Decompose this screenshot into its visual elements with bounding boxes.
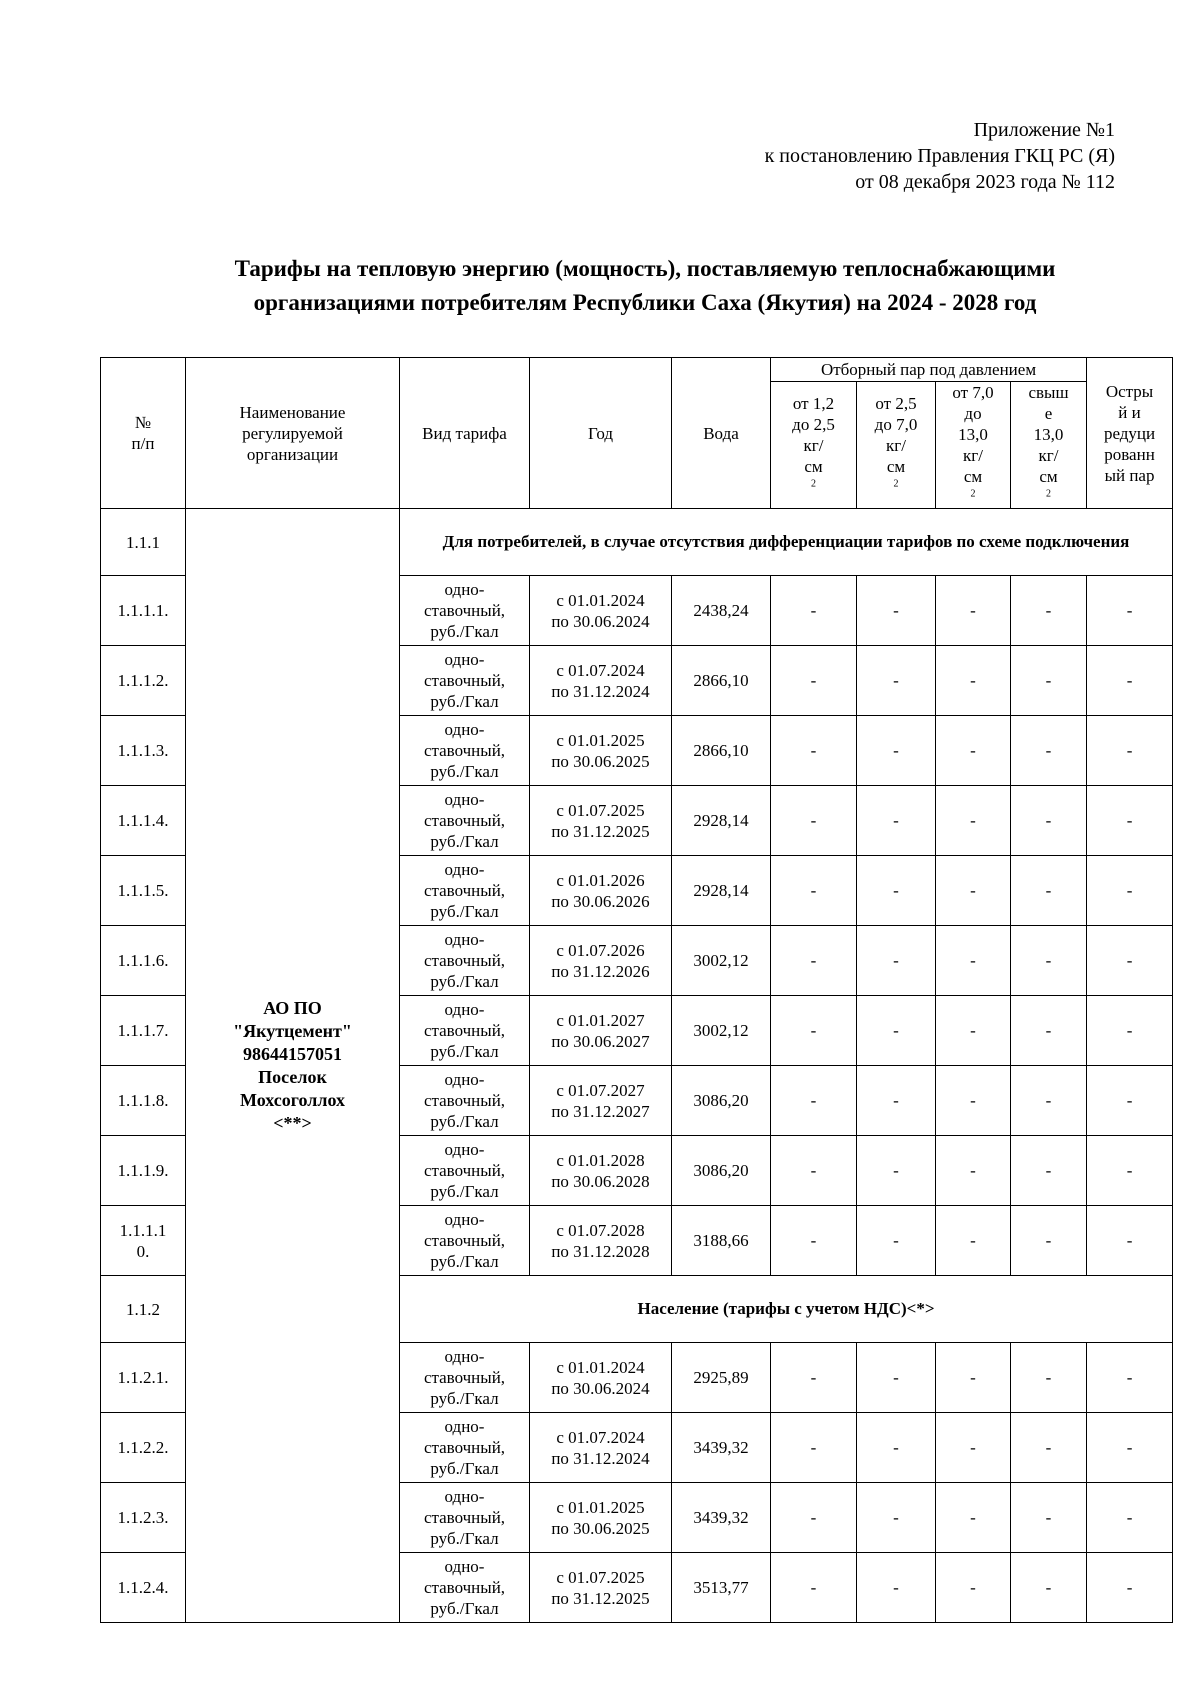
empty-value: -: [1011, 1206, 1087, 1276]
empty-value: -: [1087, 646, 1173, 716]
water-value: 3002,12: [672, 996, 771, 1066]
tariff-type-cell: одно- ставочный, руб./Гкал: [400, 786, 530, 856]
empty-value: -: [1011, 576, 1087, 646]
empty-value: -: [771, 786, 857, 856]
period-cell: с 01.01.2025 по 30.06.2025: [530, 716, 672, 786]
empty-value: -: [857, 1066, 936, 1136]
tariff-type-cell: одно- ставочный, руб./Гкал: [400, 1343, 530, 1413]
period-cell: с 01.01.2028 по 30.06.2028: [530, 1136, 672, 1206]
empty-value: -: [857, 1553, 936, 1623]
empty-value: -: [771, 646, 857, 716]
empty-value: -: [936, 926, 1011, 996]
water-value: 2438,24: [672, 576, 771, 646]
period-cell: с 01.01.2026 по 30.06.2026: [530, 856, 672, 926]
organization-cell: АО ПО "Якутцемент" 98644157051 Поселок Мохсоголлох <**>: [186, 509, 400, 1623]
empty-value: -: [936, 1206, 1011, 1276]
title-line: организациями потребителям Республики Саха (Якутия) на 2024 - 2028 год: [253, 290, 1037, 315]
period-cell: с 01.01.2027 по 30.06.2027: [530, 996, 672, 1066]
empty-value: -: [771, 1136, 857, 1206]
empty-value: -: [1011, 856, 1087, 926]
empty-value: -: [1011, 1413, 1087, 1483]
empty-value: -: [857, 576, 936, 646]
period-cell: с 01.07.2027 по 31.12.2027: [530, 1066, 672, 1136]
header-tariff-type: Вид тарифа: [400, 358, 530, 509]
header-water: Вода: [672, 358, 771, 509]
empty-value: -: [936, 786, 1011, 856]
tariff-type-cell: одно- ставочный, руб./Гкал: [400, 1553, 530, 1623]
empty-value: -: [771, 926, 857, 996]
empty-value: -: [1087, 926, 1173, 996]
title-line: Тарифы на тепловую энергию (мощность), поставляемую теплоснабжающими: [234, 256, 1056, 281]
water-value: 2928,14: [672, 856, 771, 926]
empty-value: -: [857, 646, 936, 716]
empty-value: -: [857, 1343, 936, 1413]
empty-value: -: [936, 716, 1011, 786]
empty-value: -: [771, 1206, 857, 1276]
empty-value: -: [771, 1066, 857, 1136]
appendix-line: к постановлению Правления ГКЦ РС (Я): [764, 145, 1115, 167]
tariff-type-cell: одно- ставочный, руб./Гкал: [400, 926, 530, 996]
header-pressure-2: от 2,5 до 7,0 кг/ см $^2$: [857, 382, 936, 509]
empty-value: -: [771, 1483, 857, 1553]
empty-value: -: [771, 1413, 857, 1483]
appendix-line: от 08 декабря 2023 года № 112: [855, 171, 1115, 193]
empty-value: -: [1011, 926, 1087, 996]
water-value: 3188,66: [672, 1206, 771, 1276]
empty-value: -: [1087, 716, 1173, 786]
empty-value: -: [1087, 1483, 1173, 1553]
empty-value: -: [1011, 1483, 1087, 1553]
section-number: 1.1.1: [101, 509, 186, 576]
row-number: 1.1.1.7.: [101, 996, 186, 1066]
water-value: 3513,77: [672, 1553, 771, 1623]
period-cell: с 01.01.2024 по 30.06.2024: [530, 1343, 672, 1413]
header-pressure-4: свыш е 13,0 кг/ см $^2$: [1011, 382, 1087, 509]
tariff-type-cell: одно- ставочный, руб./Гкал: [400, 996, 530, 1066]
empty-value: -: [936, 1343, 1011, 1413]
empty-value: -: [1087, 1206, 1173, 1276]
empty-value: -: [1011, 646, 1087, 716]
empty-value: -: [857, 926, 936, 996]
empty-value: -: [857, 996, 936, 1066]
row-number: 1.1.1.2.: [101, 646, 186, 716]
row-number: 1.1.1.4.: [101, 786, 186, 856]
row-number: 1.1.1.1 0.: [101, 1206, 186, 1276]
empty-value: -: [857, 1136, 936, 1206]
empty-value: -: [1087, 576, 1173, 646]
empty-value: -: [936, 1553, 1011, 1623]
empty-value: -: [1011, 1066, 1087, 1136]
period-cell: с 01.01.2024 по 30.06.2024: [530, 576, 672, 646]
period-cell: с 01.07.2024 по 31.12.2024: [530, 646, 672, 716]
tariff-type-cell: одно- ставочный, руб./Гкал: [400, 1066, 530, 1136]
row-number: 1.1.1.3.: [101, 716, 186, 786]
header-year: Год: [530, 358, 672, 509]
empty-value: -: [1087, 1066, 1173, 1136]
empty-value: -: [771, 996, 857, 1066]
tariff-type-cell: одно- ставочный, руб./Гкал: [400, 1136, 530, 1206]
header-steam-group: Отборный пар под давлением: [771, 358, 1087, 382]
appendix-line: Приложение №1: [973, 119, 1115, 141]
row-number: 1.1.2.1.: [101, 1343, 186, 1413]
empty-value: -: [936, 1066, 1011, 1136]
empty-value: -: [1087, 1553, 1173, 1623]
header-row: [101, 358, 1173, 382]
period-cell: с 01.07.2026 по 31.12.2026: [530, 926, 672, 996]
row-number: 1.1.1.8.: [101, 1066, 186, 1136]
empty-value: -: [1011, 716, 1087, 786]
tariff-type-cell: одно- ставочный, руб./Гкал: [400, 1206, 530, 1276]
empty-value: -: [771, 716, 857, 786]
row-number: 1.1.2.3.: [101, 1483, 186, 1553]
empty-value: -: [857, 1483, 936, 1553]
row-number: 1.1.2.2.: [101, 1413, 186, 1483]
tariff-type-cell: одно- ставочный, руб./Гкал: [400, 646, 530, 716]
section-number: 1.1.2: [101, 1276, 186, 1343]
empty-value: -: [771, 1553, 857, 1623]
empty-value: -: [936, 646, 1011, 716]
water-value: 2928,14: [672, 786, 771, 856]
tariff-type-cell: одно- ставочный, руб./Гкал: [400, 1483, 530, 1553]
empty-value: -: [1087, 1343, 1173, 1413]
document-title: [100, 252, 1190, 320]
empty-value: -: [857, 786, 936, 856]
empty-value: -: [1087, 1413, 1173, 1483]
empty-value: -: [936, 1413, 1011, 1483]
empty-value: -: [936, 856, 1011, 926]
empty-value: -: [936, 1483, 1011, 1553]
empty-value: -: [857, 1413, 936, 1483]
water-value: 2866,10: [672, 646, 771, 716]
appendix-reference: [765, 117, 1115, 195]
empty-value: -: [1087, 1136, 1173, 1206]
empty-value: -: [936, 996, 1011, 1066]
tariff-type-cell: одно- ставочный, руб./Гкал: [400, 1413, 530, 1483]
header-pressure-3: от 7,0 до 13,0 кг/ см $^2$: [936, 382, 1011, 509]
row-number: 1.1.1.1.: [101, 576, 186, 646]
water-value: 3086,20: [672, 1136, 771, 1206]
empty-value: -: [857, 716, 936, 786]
tariff-type-cell: одно- ставочный, руб./Гкал: [400, 856, 530, 926]
header-pressure-1: от 1,2 до 2,5 кг/ см $^2$: [771, 382, 857, 509]
empty-value: -: [857, 856, 936, 926]
tariff-type-cell: одно- ставочный, руб./Гкал: [400, 576, 530, 646]
empty-value: -: [771, 576, 857, 646]
header-organization: Наименование регулируемой организации: [186, 358, 400, 509]
period-cell: с 01.07.2025 по 31.12.2025: [530, 786, 672, 856]
water-value: 3002,12: [672, 926, 771, 996]
row-number: 1.1.2.4.: [101, 1553, 186, 1623]
period-cell: с 01.07.2028 по 31.12.2028: [530, 1206, 672, 1276]
empty-value: -: [1011, 786, 1087, 856]
empty-value: -: [857, 1206, 936, 1276]
empty-value: -: [1087, 856, 1173, 926]
row-number: 1.1.1.5.: [101, 856, 186, 926]
section-row: [101, 509, 1173, 576]
tariffs-table: [100, 357, 1173, 1623]
water-value: 3439,32: [672, 1413, 771, 1483]
water-value: 3439,32: [672, 1483, 771, 1553]
empty-value: -: [1011, 1136, 1087, 1206]
empty-value: -: [771, 1343, 857, 1413]
water-value: 3086,20: [672, 1066, 771, 1136]
empty-value: -: [1011, 996, 1087, 1066]
row-number: 1.1.1.9.: [101, 1136, 186, 1206]
empty-value: -: [1011, 1343, 1087, 1413]
empty-value: -: [1087, 786, 1173, 856]
period-cell: с 01.01.2025 по 30.06.2025: [530, 1483, 672, 1553]
period-cell: с 01.07.2024 по 31.12.2024: [530, 1413, 672, 1483]
header-num: № п/п: [101, 358, 186, 509]
empty-value: -: [771, 856, 857, 926]
water-value: 2866,10: [672, 716, 771, 786]
section-title: Для потребителей, в случае отсутствия дифференциации тарифов по схеме подключения: [400, 509, 1173, 576]
period-cell: с 01.07.2025 по 31.12.2025: [530, 1553, 672, 1623]
empty-value: -: [936, 1136, 1011, 1206]
empty-value: -: [1011, 1553, 1087, 1623]
water-value: 2925,89: [672, 1343, 771, 1413]
tariff-type-cell: одно- ставочный, руб./Гкал: [400, 716, 530, 786]
empty-value: -: [1087, 996, 1173, 1066]
empty-value: -: [936, 576, 1011, 646]
section-title: Население (тарифы с учетом НДС)<*>: [400, 1276, 1173, 1343]
header-sharp-steam: Остры й и редуци рованн ый пар: [1087, 358, 1173, 509]
row-number: 1.1.1.6.: [101, 926, 186, 996]
